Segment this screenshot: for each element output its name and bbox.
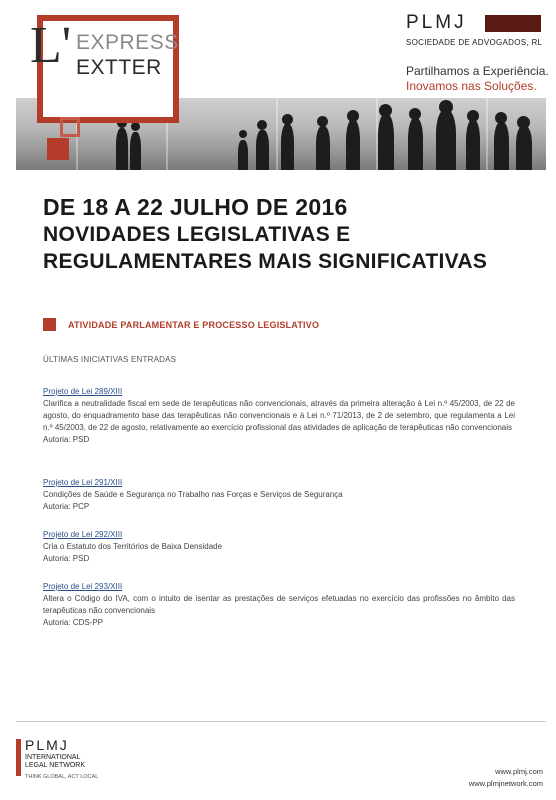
- bill-link[interactable]: Projeto de Lei 289/XIII: [43, 387, 123, 396]
- bill-author: Autoria: PCP: [43, 502, 90, 511]
- title-line-3: REGULAMENTARES MAIS SIGNIFICATIVAS: [43, 250, 488, 273]
- footer-network-line-2: LEGAL NETWORK: [25, 762, 86, 769]
- footer-network-line-1: INTERNATIONAL: [25, 754, 81, 761]
- footer-logo-bar: [16, 739, 21, 776]
- firm-logo-bar: [485, 15, 541, 32]
- bill-author: Autoria: PSD: [43, 554, 90, 563]
- bill-link[interactable]: Projeto de Lei 292/XIII: [43, 530, 123, 539]
- bill-author: Autoria: PSD: [43, 435, 90, 444]
- list-item: [43, 386, 515, 446]
- decorative-square-outline: [60, 117, 80, 137]
- page-title: [43, 194, 543, 275]
- title-dates: DE 18 A 22 JULHO DE 2016: [43, 194, 348, 220]
- footer-website-link[interactable]: www.plmj.com: [495, 767, 543, 776]
- firm-subtitle: SOCIEDADE DE ADVOGADOS, RL: [406, 38, 543, 47]
- list-item: [43, 529, 515, 565]
- bill-link[interactable]: Projeto de Lei 293/XIII: [43, 582, 123, 591]
- bill-description: Cria o Estatuto dos Territórios de Baixa Densidade: [43, 542, 223, 551]
- tagline-solutions: Inovamos nas Soluções.: [406, 79, 537, 93]
- section-title: ATIVIDADE PARLAMENTAR E PROCESSO LEGISLATIVO: [68, 320, 320, 330]
- footer-network-name: [25, 754, 85, 770]
- section-subheading: ÚLTIMAS INICIATIVAS ENTRADAS: [43, 355, 177, 364]
- logo-exxter-text: EXTTER: [76, 56, 162, 79]
- bill-author: Autoria: CDS-PP: [43, 618, 104, 627]
- logo-express-text: EXPRESS: [76, 31, 179, 54]
- logo-letter: L': [30, 17, 72, 74]
- list-item: [43, 581, 515, 629]
- footer-logo-text: PLMJ: [25, 737, 69, 753]
- firm-logo-text: PLMJ: [406, 12, 467, 33]
- bill-link[interactable]: Projeto de Lei 291/XIII: [43, 478, 123, 487]
- list-item: [43, 477, 515, 513]
- bill-description: Altera o Código do IVA, com o intuito de isentar as prestações de serviços efetuadas no exercício das profissões no âmbito das terapêuticas não convencionais: [43, 594, 515, 615]
- title-line-2: NOVIDADES LEGISLATIVAS E: [43, 223, 351, 246]
- decorative-square: [47, 138, 69, 160]
- bill-description: Clarifica a neutralidade fiscal em sede de terapêuticas não convencionais, através da primeira alteração à Lei n.º 45/2003, de 22 de agosto, do enquadramento base das terapêuticas não convencionais e à Lei n.º 71/2013, de 2 de setembro, que regulamenta a Lei n.º 45/2003, de 22 de agosto, relativamente ao exercício profissional das atividades de aplicação de terapêuticas não convencionais: [43, 399, 515, 432]
- footer-network-website-link[interactable]: www.plmjnetwork.com: [468, 779, 543, 788]
- footer-motto: THINK GLOBAL, ACT LOCAL: [25, 774, 99, 780]
- footer-divider: [16, 721, 546, 722]
- tagline-experience: Partilhamos a Experiência.: [406, 64, 549, 78]
- section-marker-square: [43, 318, 56, 331]
- bill-description: Condições de Saúde e Segurança no Trabalho nas Forças e Serviços de Segurança: [43, 490, 343, 499]
